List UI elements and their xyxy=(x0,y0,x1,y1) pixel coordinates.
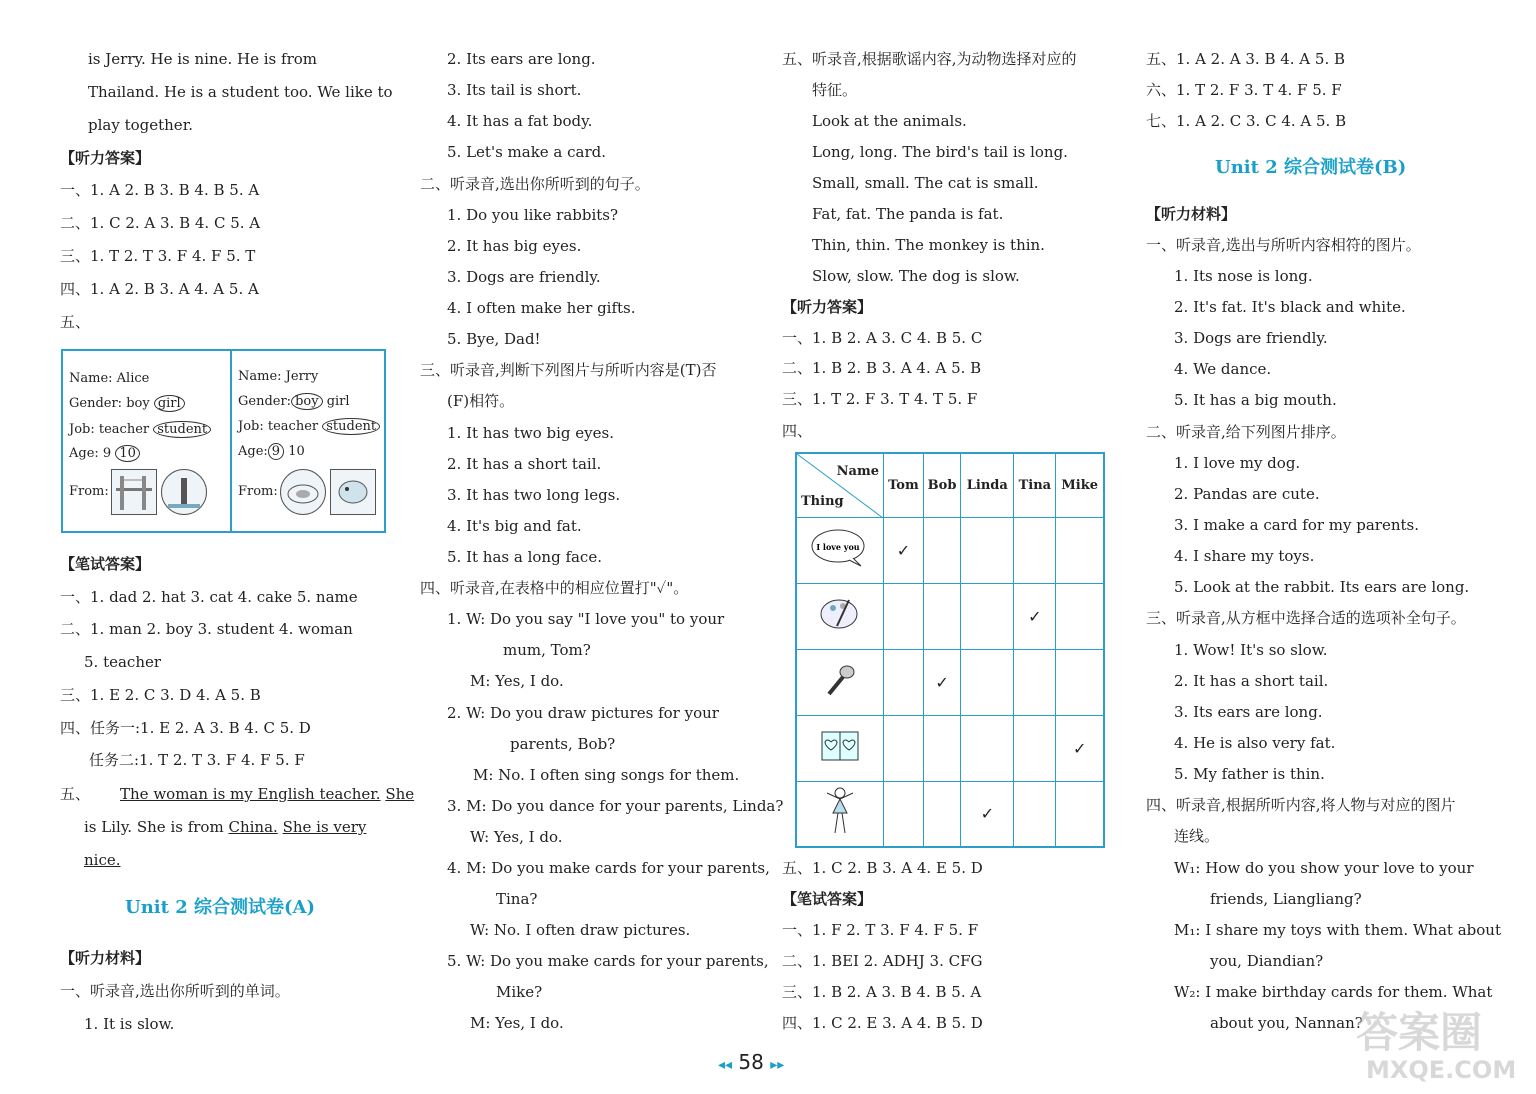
card-jerry xyxy=(232,351,384,531)
dialogue-line: you, Diandian? xyxy=(1210,952,1324,970)
dialogue-line: W: No. I often draw pictures. xyxy=(470,921,691,939)
card-gender: Gender: boy girl xyxy=(238,394,350,409)
dialogue-line: parents, Bob? xyxy=(510,735,616,753)
check-cell xyxy=(1014,517,1056,583)
text-line: play together. xyxy=(88,116,193,134)
text-line: 5. It has a long face. xyxy=(447,548,602,566)
microphone-picture xyxy=(796,649,884,715)
circled-answer: student xyxy=(153,421,211,438)
circled-answer: girl xyxy=(154,395,185,412)
question-line: 1. It is slow. xyxy=(84,1015,175,1033)
dialogue-line: W₂: I make birthday cards for them. What xyxy=(1174,983,1493,1001)
dialogue-line: M: No. I often sing songs for them. xyxy=(473,766,740,784)
card-age: Age: 9 10 xyxy=(238,444,305,459)
table-row xyxy=(796,715,1104,781)
check-cell xyxy=(884,781,924,847)
circled-answer: 9 xyxy=(268,443,284,460)
answer-line: 四、任务一:1. E 2. A 3. B 4. C 5. D xyxy=(60,719,311,737)
text-line: 3. Dogs are friendly. xyxy=(447,268,601,286)
answer-line: 任务二:1. T 2. T 3. F 4. F 5. F xyxy=(89,751,305,769)
check-mark-icon: ✓ xyxy=(1073,738,1087,758)
speech-bubble-picture xyxy=(796,517,884,583)
page-number: 58 xyxy=(738,1050,764,1074)
answer-line: nice. xyxy=(84,851,121,869)
check-mark-icon: ✓ xyxy=(935,672,949,692)
answer-line: 三、1. T 2. T 3. F 4. F 5. T xyxy=(60,247,256,265)
check-cell xyxy=(1014,715,1056,781)
text-line: is Jerry. He is nine. He is from xyxy=(88,50,317,68)
card-alice xyxy=(63,351,232,531)
text-line: 3. Its tail is short. xyxy=(447,81,582,99)
section-heading: 【笔试答案】 xyxy=(60,555,151,573)
answer-line: 五、1. A 2. A 3. B 4. A 5. B xyxy=(1146,50,1346,68)
answer-line: 五、1. C 2. B 3. A 4. E 5. D xyxy=(782,859,983,877)
check-cell xyxy=(1014,781,1056,847)
page-number-footer xyxy=(718,1050,784,1074)
question-line: 一、听录音,选出你所听到的单词。 xyxy=(60,982,290,1000)
table-corner xyxy=(796,453,884,517)
check-cell xyxy=(884,715,924,781)
check-cell xyxy=(884,649,924,715)
answer-line: 三、1. B 2. A 3. B 4. B 5. A xyxy=(782,983,982,1001)
text-line: 2. Its ears are long. xyxy=(447,50,596,68)
check-cell xyxy=(1056,517,1104,583)
text-line: 5. Let's make a card. xyxy=(447,143,607,161)
text-line: 3. It has two long legs. xyxy=(447,486,621,504)
text-line: 5. Bye, Dad! xyxy=(447,330,541,348)
check-table xyxy=(795,452,1105,848)
check-cell xyxy=(961,715,1014,781)
question-line: 三、听录音,从方框中选择合适的选项补全句子。 xyxy=(1146,609,1466,627)
answer-line: 一、1. A 2. B 3. B 4. B 5. A xyxy=(60,181,260,199)
check-cell xyxy=(923,517,960,583)
answer-line: 四、 xyxy=(782,422,813,440)
text-line: 1. Wow! It's so slow. xyxy=(1174,641,1328,659)
card-gender: Gender: boy girl xyxy=(69,396,185,411)
check-mark-icon: ✓ xyxy=(1028,606,1042,626)
prev-arrow-icon: ◂◂ xyxy=(718,1057,733,1073)
dialogue-line: 5. W: Do you make cards for your parents, xyxy=(447,952,769,970)
text-line: 4. I often make her gifts. xyxy=(447,299,636,317)
answer-line: 四、1. A 2. B 3. A 4. A 5. A xyxy=(60,280,259,298)
check-cell xyxy=(961,583,1014,649)
answer-line: 二、1. man 2. boy 3. student 4. woman xyxy=(60,620,353,638)
paint-palette-picture xyxy=(796,583,884,649)
check-cell xyxy=(923,715,960,781)
check-mark-icon: ✓ xyxy=(980,804,994,824)
dialogue-line: Tina? xyxy=(496,890,538,908)
answer-line: 五、 The woman is my English teacher. She xyxy=(60,785,415,803)
card-name: Name: Alice xyxy=(69,371,150,386)
check-cell xyxy=(1056,781,1104,847)
text-line: Slow, slow. The dog is slow. xyxy=(812,267,1020,285)
text-line: 3. I make a card for my parents. xyxy=(1174,516,1420,534)
text-line: 2. It has a short tail. xyxy=(447,455,602,473)
text-line: 3. Dogs are friendly. xyxy=(1174,329,1328,347)
answer-line: 一、1. B 2. A 3. C 4. B 5. C xyxy=(782,329,983,347)
answer-line: 三、1. E 2. C 3. D 4. A 5. B xyxy=(60,686,261,704)
question-line: 连线。 xyxy=(1174,827,1220,845)
text-line: 1. Do you like rabbits? xyxy=(447,206,619,224)
header-tina: Tina xyxy=(1014,453,1056,517)
card-job: Job: teacher student xyxy=(69,422,211,437)
header-tom: Tom xyxy=(884,453,924,517)
dialogue-line: 2. W: Do you draw pictures for your xyxy=(447,704,719,722)
text-line: Thailand. He is a student too. We like to xyxy=(88,83,393,101)
answer-line: 五、 xyxy=(60,313,91,331)
check-cell xyxy=(884,583,924,649)
check-cell xyxy=(923,781,960,847)
question-line: 三、听录音,判断下列图片与所听内容是(T)否 xyxy=(420,361,717,379)
circled-answer: 10 xyxy=(115,445,140,462)
svg-text:I love you: I love you xyxy=(816,542,860,552)
dialogue-line: M₁: I share my toys with them. What about xyxy=(1174,921,1501,939)
table-row xyxy=(796,583,1104,649)
text-line: 1. It has two big eyes. xyxy=(447,424,614,442)
text-line: 1. Its nose is long. xyxy=(1174,267,1313,285)
header-mike: Mike xyxy=(1056,453,1104,517)
corner-name-label: Name xyxy=(836,464,879,479)
text-line: 3. Its ears are long. xyxy=(1174,703,1323,721)
answer-line: is Lily. She is from China. She is very xyxy=(84,818,367,836)
text-line: 4. I share my toys. xyxy=(1174,547,1315,565)
text-line: Small, small. The cat is small. xyxy=(812,174,1039,192)
circled-answer: student xyxy=(322,418,380,435)
dialogue-line: M: Yes, I do. xyxy=(470,1014,564,1032)
question-line: 四、听录音,在表格中的相应位置打"✓"。 xyxy=(420,579,689,597)
answer-line: 二、1. BEI 2. ADHJ 3. CFG xyxy=(782,952,983,970)
question-line: (F)相符。 xyxy=(447,392,515,410)
dialogue-line: M: Yes, I do. xyxy=(470,672,564,690)
check-cell xyxy=(961,517,1014,583)
text-line: Long, long. The bird's tail is long. xyxy=(812,143,1068,161)
tower-bridge-picture xyxy=(111,469,157,515)
text-line: 2. It's fat. It's black and white. xyxy=(1174,298,1406,316)
table-row xyxy=(796,649,1104,715)
dancer-picture xyxy=(796,781,884,847)
text-line: 5. My father is thin. xyxy=(1174,765,1325,783)
check-cell xyxy=(923,583,960,649)
corner-thing-label: Thing xyxy=(801,493,844,509)
section-heading: 【听力材料】 xyxy=(1146,205,1237,223)
text-line: 4. It has a fat body. xyxy=(447,112,593,130)
check-cell xyxy=(961,781,1014,847)
text-line: 1. I love my dog. xyxy=(1174,454,1301,472)
dialogue-line: about you, Nannan? xyxy=(1210,1014,1363,1032)
dialogue-line: W: Yes, I do. xyxy=(470,828,563,846)
table-row xyxy=(796,781,1104,847)
text-line: 4. We dance. xyxy=(1174,360,1272,378)
answer-line: 六、1. T 2. F 3. T 4. F 5. F xyxy=(1146,81,1342,99)
check-cell xyxy=(1014,649,1056,715)
question-line: 特征。 xyxy=(812,81,858,99)
temple-picture xyxy=(280,469,326,515)
text-line: 5. It has a big mouth. xyxy=(1174,391,1337,409)
card-job: Job: teacher student xyxy=(238,419,380,434)
section-heading: 【听力材料】 xyxy=(60,949,151,967)
card-name: Name: Jerry xyxy=(238,369,319,384)
card-from: From: xyxy=(238,484,278,499)
question-line: 二、听录音,选出你所听到的句子。 xyxy=(420,175,650,193)
info-card xyxy=(61,349,386,533)
elephant-picture xyxy=(330,469,376,515)
check-cell xyxy=(1056,715,1104,781)
circled-answer: boy xyxy=(291,393,323,410)
dialogue-line: 3. M: Do you dance for your parents, Linda? xyxy=(447,797,784,815)
text-line: Fat, fat. The panda is fat. xyxy=(812,205,1004,223)
card-age: Age: 9 10 xyxy=(69,446,140,461)
check-cell xyxy=(923,649,960,715)
text-line: 5. Look at the rabbit. Its ears are long. xyxy=(1174,578,1470,596)
check-mark-icon: ✓ xyxy=(896,540,911,560)
answer-line: 二、1. B 2. B 3. A 4. A 5. B xyxy=(782,359,982,377)
question-line: 一、听录音,选出与所听内容相符的图片。 xyxy=(1146,236,1421,254)
dialogue-line: friends, Liangliang? xyxy=(1210,890,1362,908)
clock-tower-picture xyxy=(161,469,207,515)
header-linda: Linda xyxy=(961,453,1014,517)
check-cell xyxy=(1014,583,1056,649)
section-heading: 【听力答案】 xyxy=(782,298,873,316)
text-line: 2. It has a short tail. xyxy=(1174,672,1329,690)
text-line: 2. Pandas are cute. xyxy=(1174,485,1320,503)
text-line: 4. It's big and fat. xyxy=(447,517,582,535)
text-line: Look at the animals. xyxy=(812,112,967,130)
check-cell xyxy=(884,517,924,583)
card-picture xyxy=(796,715,884,781)
question-line: 五、听录音,根据歌谣内容,为动物选择对应的 xyxy=(782,50,1077,68)
dialogue-line: Mike? xyxy=(496,983,543,1001)
text-line: 4. He is also very fat. xyxy=(1174,734,1336,752)
check-cell xyxy=(961,649,1014,715)
dialogue-line: mum, Tom? xyxy=(503,641,591,659)
check-cell xyxy=(1056,649,1104,715)
text-line: Thin, thin. The monkey is thin. xyxy=(812,236,1045,254)
answer-line: 一、1. F 2. T 3. F 4. F 5. F xyxy=(782,921,979,939)
watermark-url: MXQE.COM xyxy=(1366,1056,1517,1084)
answer-line: 四、1. C 2. E 3. A 4. B 5. D xyxy=(782,1014,983,1032)
answer-line: 5. teacher xyxy=(84,653,162,671)
answer-line: 七、1. A 2. C 3. C 4. A 5. B xyxy=(1146,112,1347,130)
watermark-logo: 答案圈 xyxy=(1356,1008,1483,1057)
check-cell xyxy=(1056,583,1104,649)
card-from: From: xyxy=(69,484,109,499)
answer-line: 一、1. dad 2. hat 3. cat 4. cake 5. name xyxy=(60,588,358,606)
table-row xyxy=(796,517,1104,583)
section-heading: 【笔试答案】 xyxy=(782,890,873,908)
unit-title-a: Unit 2 综合测试卷(A) xyxy=(125,897,315,918)
answer-line: 三、1. T 2. F 3. T 4. T 5. F xyxy=(782,390,978,408)
section-heading: 【听力答案】 xyxy=(60,149,151,167)
dialogue-line: 4. M: Do you make cards for your parents, xyxy=(447,859,770,877)
header-bob: Bob xyxy=(923,453,960,517)
dialogue-line: W₁: How do you show your love to your xyxy=(1174,859,1474,877)
text-line: 2. It has big eyes. xyxy=(447,237,582,255)
question-line: 二、听录音,给下列图片排序。 xyxy=(1146,423,1346,441)
next-arrow-icon: ▸▸ xyxy=(770,1057,785,1073)
answer-line: 二、1. C 2. A 3. B 4. C 5. A xyxy=(60,214,261,232)
unit-title-b: Unit 2 综合测试卷(B) xyxy=(1215,157,1407,178)
dialogue-line: 1. W: Do you say "I love you" to your xyxy=(447,610,725,628)
question-line: 四、听录音,根据所听内容,将人物与对应的图片 xyxy=(1146,796,1456,814)
